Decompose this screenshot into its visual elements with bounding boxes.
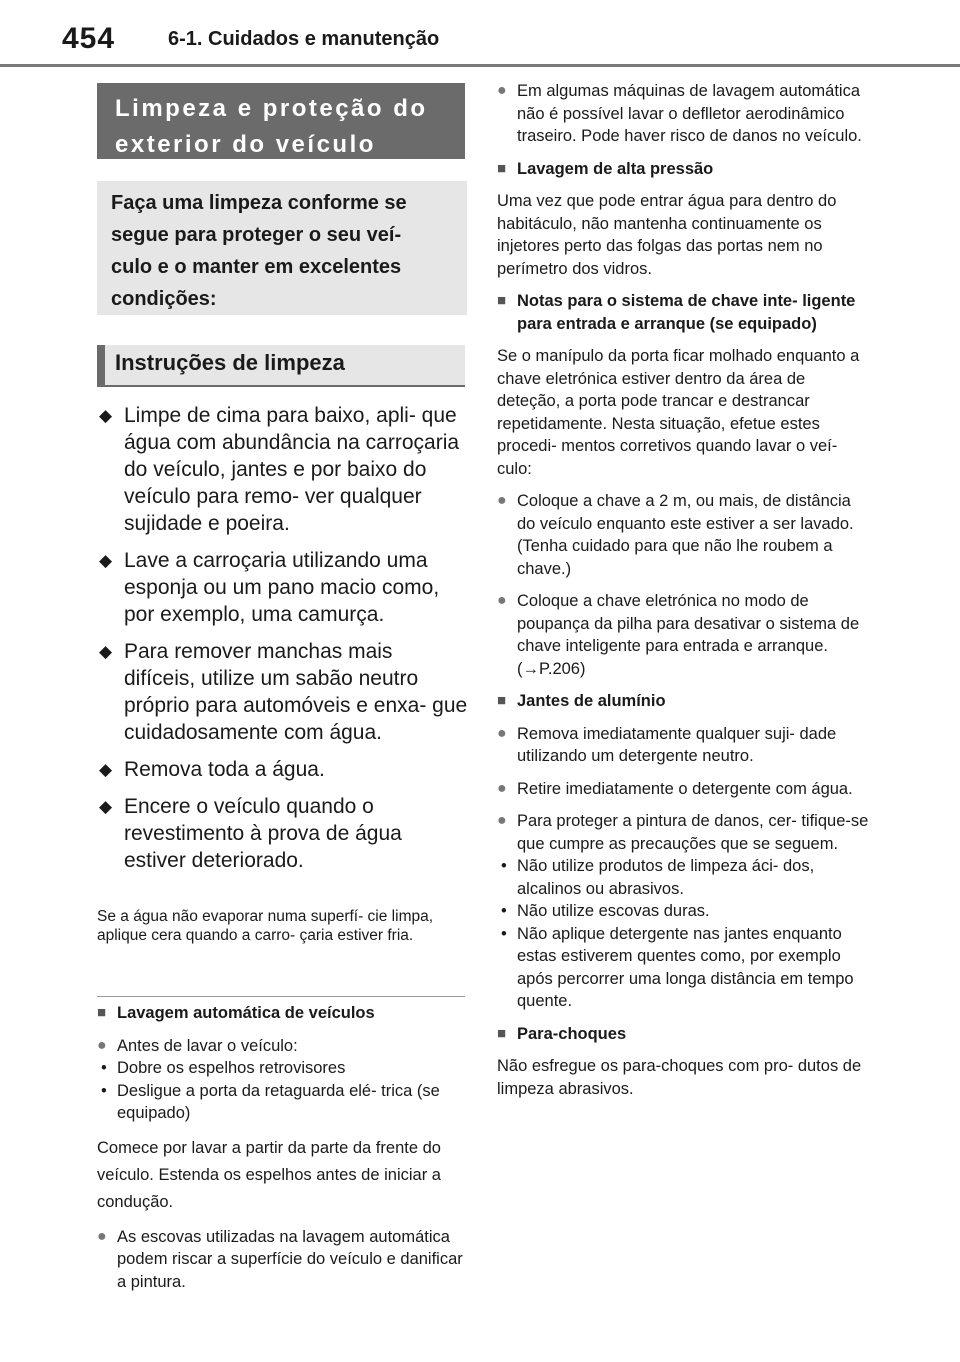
page-header [0,0,960,68]
page-number: 454 [62,22,116,55]
automatic-wash-heading: ■ Lavagem automática de veículos [97,1002,469,1025]
section-divider [97,996,465,997]
chapter-title-line-1: Limpeza e proteção do [115,95,428,122]
wheels-precaution-item: • Não aplique detergente nas jantes enquanto estas estiverem quentes como, por exemplo após percorrer uma longa distância em tempo quente. [497,923,869,1013]
cleaning-instructions-heading: Instruções de limpeza [97,345,465,387]
intro-line: Faça uma limpeza conforme se [111,192,407,214]
wax-note: Se a água não evaporar numa superfí- cie limpa, aplique cera quando a carro- çaria estiver fria. [97,908,434,944]
start-front-paragraph: Comece por lavar a partir da parte da frente do veículo. Estenda os espelhos antes de iniciar a condução. [97,1138,441,1211]
wheels-precaution-item: • Não utilize produtos de limpeza áci- dos, alcalinos ou abrasivos. [497,855,869,900]
cleaning-step: ◆ Para remover manchas mais difíceis, utilize um sabão neutro próprio para automóveis e enxa- gue cuidadosamente com água. [97,638,469,746]
automatic-wash-section [97,1002,469,1293]
wheels-precautions-bullet: ● Para proteger a pintura de danos, cer- tifique-se que cumpre as precauções que se seguem. [497,810,869,855]
high-pressure-heading: ■ Lavagem de alta pressão [497,158,869,181]
intro-line: culo e o manter em excelentes [111,256,402,278]
intro-box [97,181,467,315]
smart-key-heading: ■ Notas para o sistema de chave inte- ligente para entrada e arranque (se equipado) [497,290,869,335]
right-column [497,80,869,1100]
wheels-precaution-item: • Não utilize escovas duras. [497,900,869,923]
smart-key-paragraph: Se o manípulo da porta ficar molhado enquanto a chave eletrónica estiver dentro da área de deteção, a porta pode trancar e destrancar repetidamente. Nesta situação, efetue estes procedi- mentos corretivos quando lavar o veí- culo: [497,347,860,478]
intro-line: segue para proteger o seu veí- [111,224,402,246]
cleaning-step: ◆ Lave a carroçaria utilizando uma esponja ou um pano macio como, por exemplo, uma camurça. [97,547,469,628]
power-door-item: • Desligue a porta da retaguarda elé- trica (se equipado) [97,1080,469,1125]
intro-line: condições: [111,288,217,310]
wheels-dirt-bullet: ● Remova imediatamente qualquer suji- dade utilizando um detergente neutro. [497,723,869,768]
cleaning-steps-list [97,402,469,884]
aero-deflector-bullet: ● Em algumas máquinas de lavagem automática não é possível lavar o deflletor aerodinâmico traseiro. Pode haver risco de danos no veículo. [497,80,869,148]
bumpers-heading: ■ Para-choques [497,1023,869,1046]
bumpers-paragraph: Não esfregue os para-choques com pro- dutos de limpeza abrasivos. [497,1057,862,1098]
section-title: 6-1. Cuidados e manutenção [168,28,440,50]
fold-mirrors-item: • Dobre os espelhos retrovisores [97,1057,469,1080]
chapter-title-line-2: exterior do veículo [115,131,376,158]
alloy-wheels-heading: ■ Jantes de alumínio [497,690,869,713]
header-rule [0,64,960,67]
high-pressure-paragraph: Uma vez que pode entrar água para dentro do habitáculo, não mantenha continuamente os injetores perto das folgas das portas nem no perímetro dos vidros. [497,192,837,278]
cleaning-step: ◆ Remova toda a água. [97,756,469,783]
chapter-title-box [97,83,465,159]
cleaning-step: ◆ Limpe de cima para baixo, apli- que água com abundância na carroçaria do veículo, jantes e por baixo do veículo para remo- ver qualquer sujidade e poeira. [97,402,469,537]
before-wash-bullet: ● Antes de lavar o veículo: [97,1035,469,1058]
key-distance-bullet: ● Coloque a chave a 2 m, ou mais, de distância do veículo enquanto este estiver a ser lavado. (Tenha cuidado para que não lhe roubem a chave.) [497,490,869,580]
wheels-rinse-bullet: ● Retire imediatamente o detergente com água. [497,778,869,801]
brushes-warning-bullet: ● As escovas utilizadas na lavagem automática podem riscar a superfície do veículo e danificar a pintura. [97,1226,469,1294]
battery-save-bullet: ● Coloque a chave eletrónica no modo de poupança da pilha para desativar o sistema de chave inteligente para entrada e arranque. (→P.206) [497,590,869,680]
cleaning-step: ◆ Encere o veículo quando o revestimento à prova de água estiver deteriorado. [97,793,469,874]
